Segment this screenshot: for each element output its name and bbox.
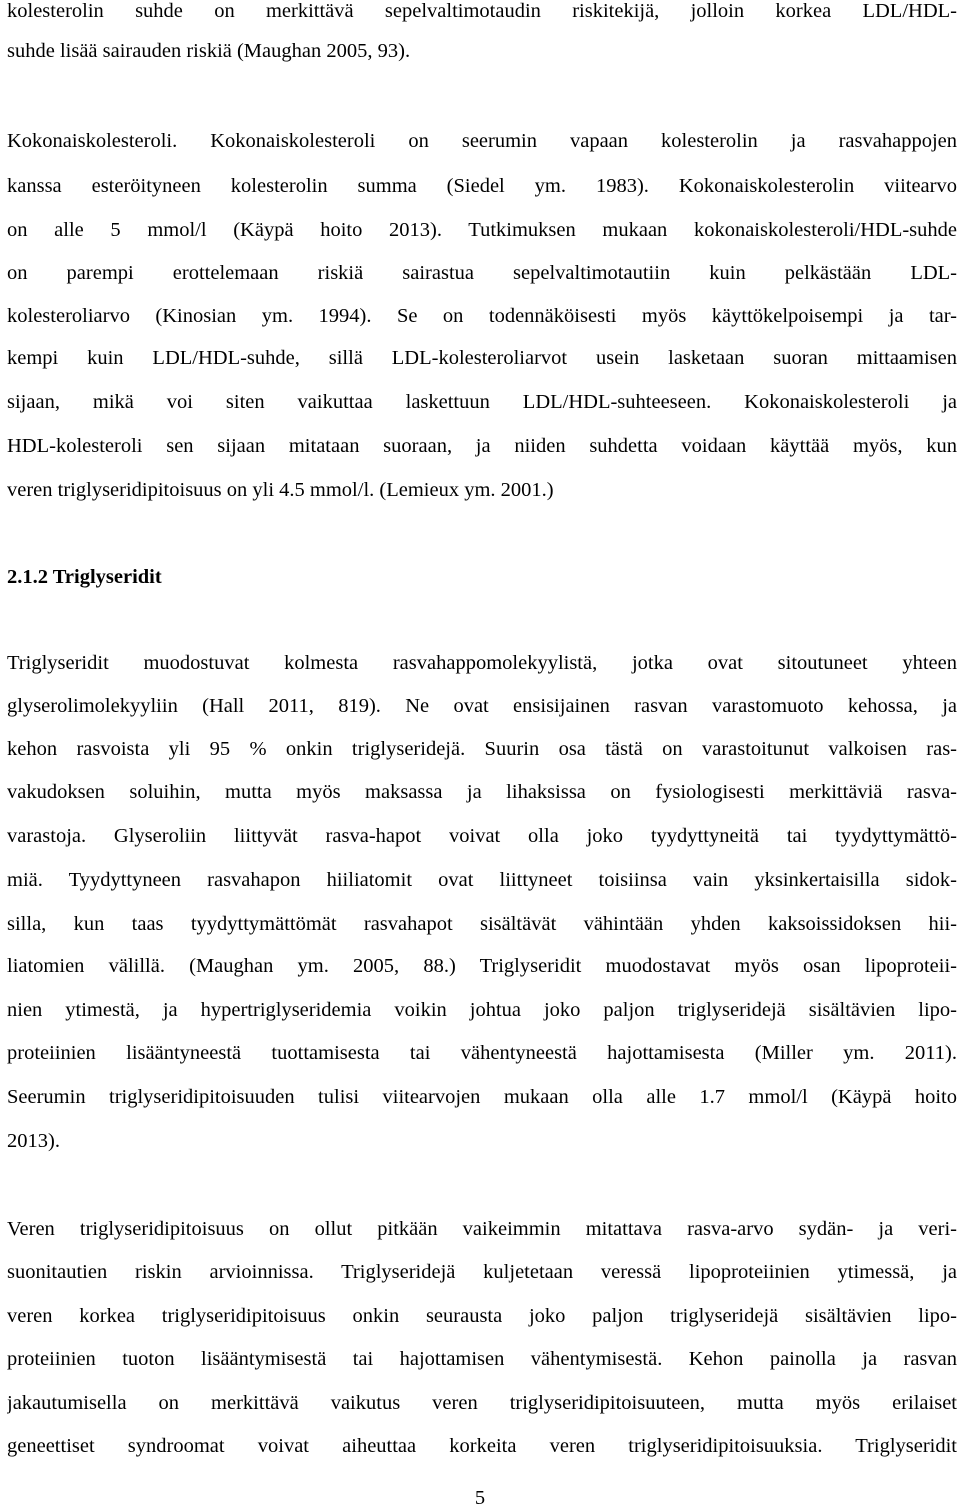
text-line: on alle 5 mmol/l (Käypä hoito 2013). Tutkimuksen mukaan kokonaiskolesteroli/HDL-suhde [7, 219, 957, 241]
section-heading: 2.1.2 Triglyseridit [7, 566, 162, 588]
text-line: suhde lisää sairauden riskiä (Maughan 2005, 93). [7, 40, 411, 62]
text-line: 2013). [7, 1130, 60, 1152]
text-line: liatomien välillä. (Maughan ym. 2005, 88.) Triglyseridit muodostavat myös osan lipoproteii- [7, 955, 957, 977]
text-line: Seerumin triglyseridipitoisuuden tulisi viitearvojen mukaan olla alle 1.7 mmol/l (Käypä hoito [7, 1086, 957, 1108]
text-line: kolesteroliarvo (Kinosian ym. 1994). Se on todennäköisesti myös käyttökelpoisempi ja tar- [7, 305, 957, 327]
text-line: Triglyseridit muodostuvat kolmesta rasvahappomolekyylistä, jotka ovat sitoutuneet yhteen [7, 652, 957, 674]
text-line: nien ytimestä, ja hypertriglyseridemia voikin johtua joko paljon triglyseridejä sisältävien lipo- [7, 999, 957, 1021]
text-line: vakudoksen soluihin, mutta myös maksassa ja lihaksissa on fysiologisesti merkittäviä rasva- [7, 781, 957, 803]
text-line: kolesterolin suhde on merkittävä sepelvaltimotaudin riskitekijä, jolloin korkea LDL/HDL- [7, 0, 957, 22]
text-line: varastoja. Glyseroliin liittyvät rasva-hapot voivat olla joko tyydyttyneitä tai tyydyttymättö- [7, 825, 957, 847]
text-line: proteiinien tuoton lisääntymisestä tai hajottamisen vähentymisestä. Kehon painolla ja rasvan [7, 1348, 957, 1370]
text-line: proteiinien lisääntyneestä tuottamisesta tai vähentyneestä hajottamisesta (Miller ym. 2011). [7, 1042, 957, 1064]
text-line: suonitautien riskin arvioinnissa. Triglyseridejä kuljetetaan veressä lipoproteiinien ytimessä, ja [7, 1261, 957, 1283]
text-line: kehon rasvoista yli 95 % onkin triglyseridejä. Suurin osa tästä on varastoitunut valkoisen ras- [7, 738, 957, 760]
text-line: Kokonaiskolesteroli. Kokonaiskolesteroli on seerumin vapaan kolesterolin ja rasvahappojen [7, 130, 957, 152]
text-line: geneettiset syndroomat voivat aiheuttaa korkeita veren triglyseridipitoisuuksia. Triglyseridit [7, 1435, 957, 1457]
text-line: veren triglyseridipitoisuus on yli 4.5 mmol/l. (Lemieux ym. 2001.) [7, 479, 554, 501]
text-line: silla, kun taas tyydyttymättömät rasvahapot sisältävät vähintään yhden kaksoissidoksen hii- [7, 913, 957, 935]
text-line: veren korkea triglyseridipitoisuus onkin seurausta joko paljon triglyseridejä sisältävien lipo- [7, 1305, 957, 1327]
text-line: Veren triglyseridipitoisuus on ollut pitkään vaikeimmin mitattava rasva-arvo sydän- ja veri- [7, 1218, 957, 1240]
page-number: 5 [474, 1487, 486, 1509]
text-line: jakautumisella on merkittävä vaikutus veren triglyseridipitoisuuteen, mutta myös erilaiset [7, 1392, 957, 1414]
text-line: miä. Tyydyttyneen rasvahapon hiiliatomit ovat liittyneet toisiinsa vain yksinkertaisilla sidok- [7, 869, 957, 891]
text-line: kempi kuin LDL/HDL-suhde, sillä LDL-kolesteroliarvot usein lasketaan suoran mittaamisen [7, 347, 957, 369]
text-line: sijaan, mikä voi siten vaikuttaa laskettuun LDL/HDL-suhteeseen. Kokonaiskolesteroli ja [7, 391, 957, 413]
text-line: on parempi erottelemaan riskiä sairastua sepelvaltimotautiin kuin pelkästään LDL- [7, 262, 957, 284]
text-line: glyserolimolekyyliin (Hall 2011, 819). Ne ovat ensisijainen rasvan varastomuoto kehossa, ja [7, 695, 957, 717]
text-line: HDL-kolesteroli sen sijaan mitataan suoraan, ja niiden suhdetta voidaan käyttää myös, kun [7, 435, 957, 457]
text-line: kanssa esteröityneen kolesterolin summa (Siedel ym. 1983). Kokonaiskolesterolin viitearvo [7, 175, 957, 197]
